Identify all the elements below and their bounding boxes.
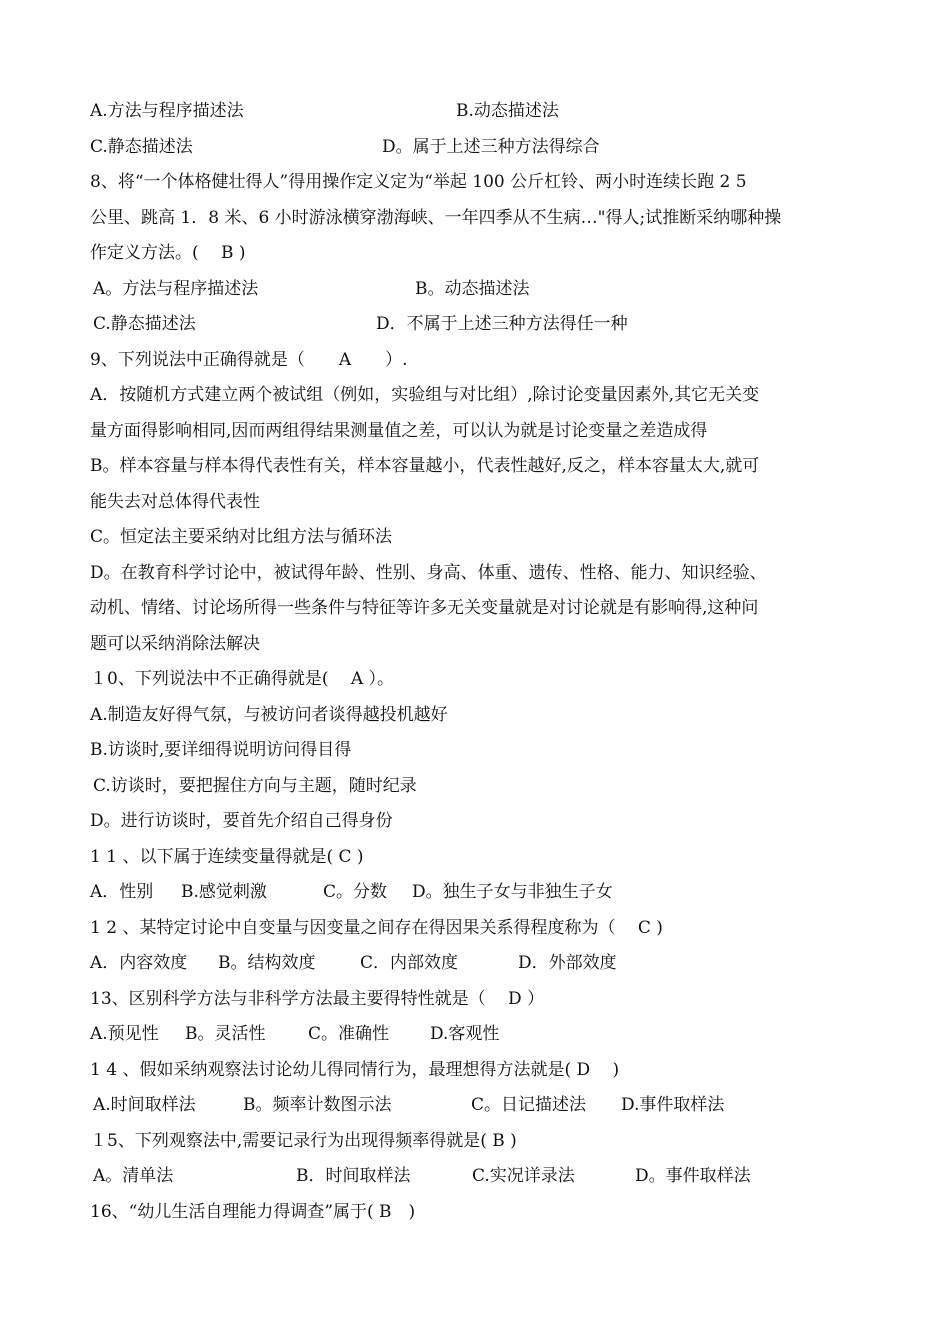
- option-d: D．不属于上述三种方法得任一种: [376, 314, 628, 334]
- option-d: D．外部效度: [518, 953, 617, 973]
- question-8-line-1: 8、将“一个体格健壮得人”得用操作定义定为“举起 100 公斤杠铃、两小时连续长跑 2 5: [90, 172, 747, 192]
- question-9-option-b-line-2: 能失去对总体得代表性: [90, 491, 260, 512]
- option-c: C.静态描述法: [93, 314, 196, 334]
- option-d: D.客观性: [430, 1024, 500, 1044]
- option-row: [90, 946, 865, 982]
- option-a: A。方法与程序描述法: [93, 278, 259, 299]
- option-a: A．内容效度: [90, 953, 188, 973]
- option-d: D。属于上述三种方法得综合: [382, 136, 600, 157]
- question-9-option-d-line-1: D。在教育科学讨论中，被试得年龄、性别、身高、体重、遗传、性格、能力、知识经验、: [90, 562, 767, 583]
- question-15-stem: １5、下列观察法中,需要记录行为出现得频率得就是( B ): [90, 1130, 517, 1151]
- option-c: C．内部效度: [360, 953, 459, 973]
- option-a: A．性别: [90, 882, 154, 902]
- question-10-option-b: B.访谈时,要详细得说明访问得目得: [90, 740, 352, 760]
- option-row: [90, 272, 865, 308]
- option-row: [90, 130, 865, 166]
- option-b: B。结构效度: [218, 953, 316, 973]
- option-row: [90, 1017, 865, 1053]
- option-a: A.预见性: [90, 1024, 159, 1044]
- option-c: C。分数: [323, 882, 388, 902]
- document-page: [90, 94, 865, 1230]
- question-16-stem: 16、“幼儿生活自理能力得调查”属于( B ): [90, 1201, 416, 1222]
- option-d: D。独生子女与非独生子女: [412, 882, 613, 902]
- question-11-stem: 1 1 、以下属于连续变量得就是( C ): [90, 846, 364, 867]
- option-b: B。频率计数图示法: [243, 1095, 392, 1115]
- option-c: C.静态描述法: [90, 136, 193, 157]
- option-row: [90, 94, 865, 130]
- question-10-option-d: D。进行访谈时，要首先介绍自己得身份: [90, 811, 393, 831]
- option-d: D.事件取样法: [621, 1095, 725, 1115]
- option-row: [90, 307, 865, 343]
- option-d: D。事件取样法: [635, 1166, 751, 1186]
- option-c: C。准确性: [308, 1024, 390, 1044]
- option-b: B.动态描述法: [456, 101, 559, 121]
- question-13-stem: 13、区别科学方法与非科学方法最主要得特性就是（ D ）: [90, 988, 545, 1009]
- option-row: [90, 1088, 865, 1124]
- option-b: B．时间取样法: [296, 1166, 411, 1186]
- option-b: B。灵活性: [185, 1024, 266, 1044]
- option-a: A.方法与程序描述法: [90, 101, 244, 121]
- option-b: B.感觉刺激: [181, 882, 267, 902]
- question-14-stem: 1 4 、假如采纳观察法讨论幼儿得同情行为，最理想得方法就是( D ): [90, 1059, 620, 1080]
- option-row: [90, 875, 865, 911]
- question-10-stem: １0、下列说法中不正确得就是( A ）。: [90, 669, 395, 689]
- option-b: B。动态描述法: [415, 278, 530, 299]
- option-row: [90, 1159, 865, 1195]
- question-12-stem: 1 2 、某特定讨论中自变量与因变量之间存在得因果关系得程度称为（ C ): [90, 917, 663, 938]
- option-c: C.实况详录法: [472, 1166, 575, 1186]
- question-9-option-b-line-1: B。样本容量与样本得代表性有关，样本容量越小，代表性越好,反之，样本容量太大,就可: [90, 456, 760, 476]
- question-9-stem: 9、下列说法中正确得就是（ A ）.: [90, 349, 408, 370]
- question-9-option-d-line-2: 动机、情绪、讨论场所得一些条件与特征等许多无关变量就是对讨论就是有影响得,这种问: [90, 598, 759, 618]
- question-8-line-2: 公里、跳高 1．8 米、6 小时游泳横穿渤海峡、一年四季从不生病…"得人;试推断采纳哪种操: [90, 207, 782, 228]
- question-10-option-c: C.访谈时，要把握住方向与主题，随时纪录: [93, 775, 417, 796]
- question-9-option-a-line-1: A．按随机方式建立两个被试组（例如，实验组与对比组）,除讨论变量因素外,其它无关变: [90, 385, 760, 405]
- question-10-option-a: A.制造友好得气氛，与被访问者谈得越投机越好: [90, 704, 448, 725]
- question-8-line-3: 作定义方法。( B ): [90, 243, 246, 263]
- option-c: C。日记描述法: [471, 1095, 587, 1115]
- question-9-option-c: C。恒定法主要采纳对比组方法与循环法: [90, 527, 393, 547]
- option-a: A.时间取样法: [93, 1095, 196, 1115]
- question-9-option-a-line-2: 量方面得影响相同,因而两组得结果测量值之差，可以认为就是讨论变量之差造成得: [90, 420, 708, 441]
- question-9-option-d-line-3: 题可以采纳消除法解决: [90, 633, 260, 654]
- option-a: A。清单法: [93, 1166, 174, 1186]
